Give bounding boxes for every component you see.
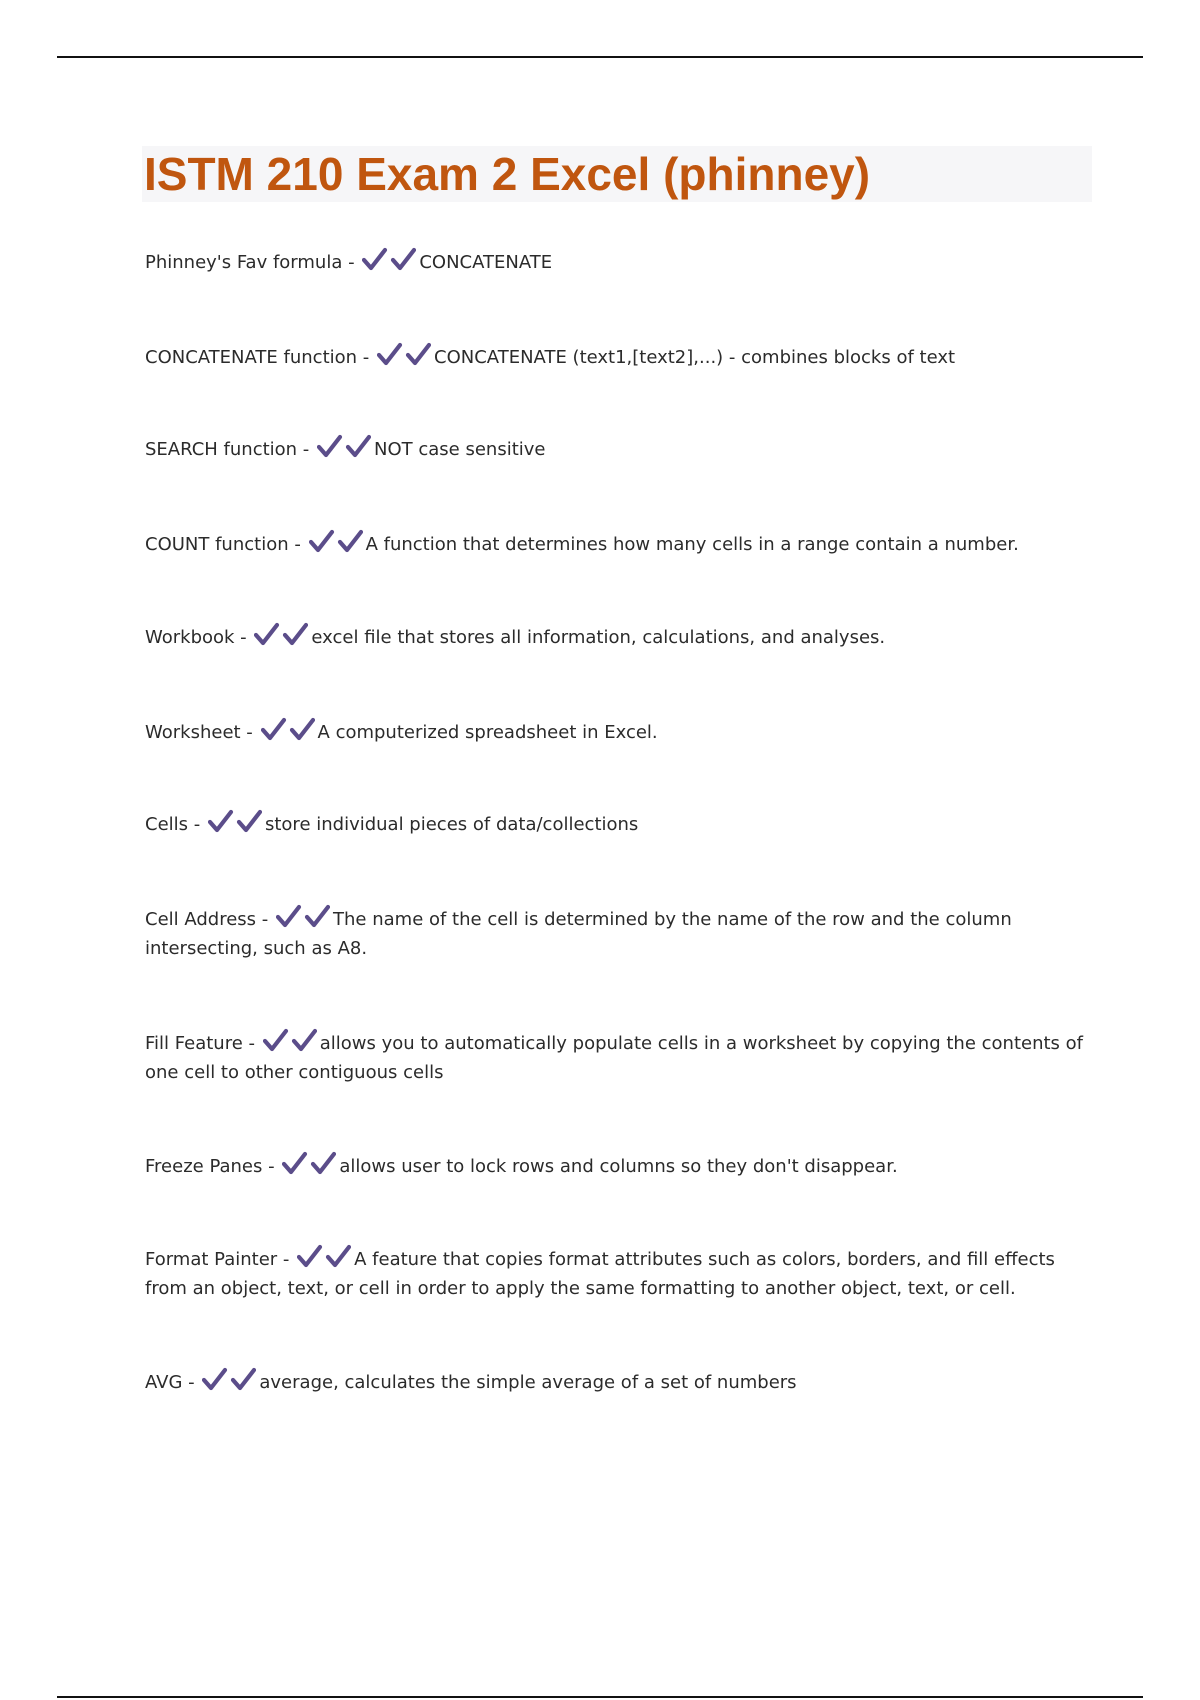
entry bbox=[145, 904, 1085, 963]
entry bbox=[145, 1244, 1085, 1303]
double-check-icon bbox=[254, 622, 308, 646]
double-check-icon bbox=[261, 717, 315, 741]
entry-definition: excel file that stores all information, calculations, and analyses. bbox=[311, 627, 886, 648]
entry-definition: CONCATENATE (text1,[text2],...) - combines blocks of text bbox=[434, 347, 956, 368]
entry-term: Phinney's Fav formula - bbox=[145, 252, 355, 273]
entry-definition: allows user to lock rows and columns so they don't disappear. bbox=[339, 1156, 898, 1177]
entry bbox=[145, 1028, 1085, 1087]
double-check-icon bbox=[263, 1028, 317, 1052]
entry-definition: A computerized spreadsheet in Excel. bbox=[317, 722, 658, 743]
double-check-icon bbox=[297, 1244, 351, 1268]
entry-definition: A feature that copies format attributes such as colors, borders, and fill effects from an object, text, or cell in order to apply the same formatting to another object, text, or cell. bbox=[145, 1249, 1055, 1299]
entry-term: Cells - bbox=[145, 814, 201, 835]
entry bbox=[145, 434, 1085, 464]
entry bbox=[145, 622, 1085, 652]
entry-term: Workbook - bbox=[145, 627, 247, 648]
document-title: ISTM 210 Exam 2 Excel (phinney) bbox=[144, 148, 871, 200]
double-check-icon bbox=[362, 247, 416, 271]
entry-definition: A function that determines how many cells in a range contain a number. bbox=[365, 534, 1019, 555]
double-check-icon bbox=[208, 809, 262, 833]
entry-term: Worksheet - bbox=[145, 722, 253, 743]
entry-term: Cell Address - bbox=[145, 909, 269, 930]
entry bbox=[145, 717, 1085, 747]
entry-term: COUNT function - bbox=[145, 534, 301, 555]
entry-term: Freeze Panes - bbox=[145, 1156, 275, 1177]
entry bbox=[145, 1151, 1085, 1181]
entry-term: Format Painter - bbox=[145, 1249, 290, 1270]
entry-term: SEARCH function - bbox=[145, 439, 310, 460]
top-rule bbox=[57, 56, 1143, 58]
double-check-icon bbox=[309, 529, 363, 553]
entry bbox=[145, 247, 1085, 277]
entry-definition: store individual pieces of data/collections bbox=[264, 814, 639, 835]
entry bbox=[145, 809, 1085, 839]
entry-term: AVG - bbox=[145, 1372, 195, 1393]
entry-term: CONCATENATE function - bbox=[145, 347, 370, 368]
double-check-icon bbox=[377, 342, 431, 366]
entry-definition: The name of the cell is determined by the name of the row and the column intersecting, such as A8. bbox=[145, 909, 1012, 959]
entry bbox=[145, 529, 1085, 559]
entry bbox=[145, 1367, 1085, 1397]
entry-definition: CONCATENATE bbox=[419, 252, 553, 273]
double-check-icon bbox=[282, 1151, 336, 1175]
entry-definition: average, calculates the simple average of a set of numbers bbox=[259, 1372, 797, 1393]
entry-term: Fill Feature - bbox=[145, 1033, 256, 1054]
entry-definition: allows you to automatically populate cells in a worksheet by copying the contents of one cell to other contiguous cells bbox=[145, 1033, 1083, 1083]
double-check-icon bbox=[317, 434, 371, 458]
entry-definition: NOT case sensitive bbox=[374, 439, 546, 460]
bottom-rule bbox=[57, 1696, 1143, 1698]
entry bbox=[145, 342, 1085, 372]
double-check-icon bbox=[276, 904, 330, 928]
double-check-icon bbox=[202, 1367, 256, 1391]
